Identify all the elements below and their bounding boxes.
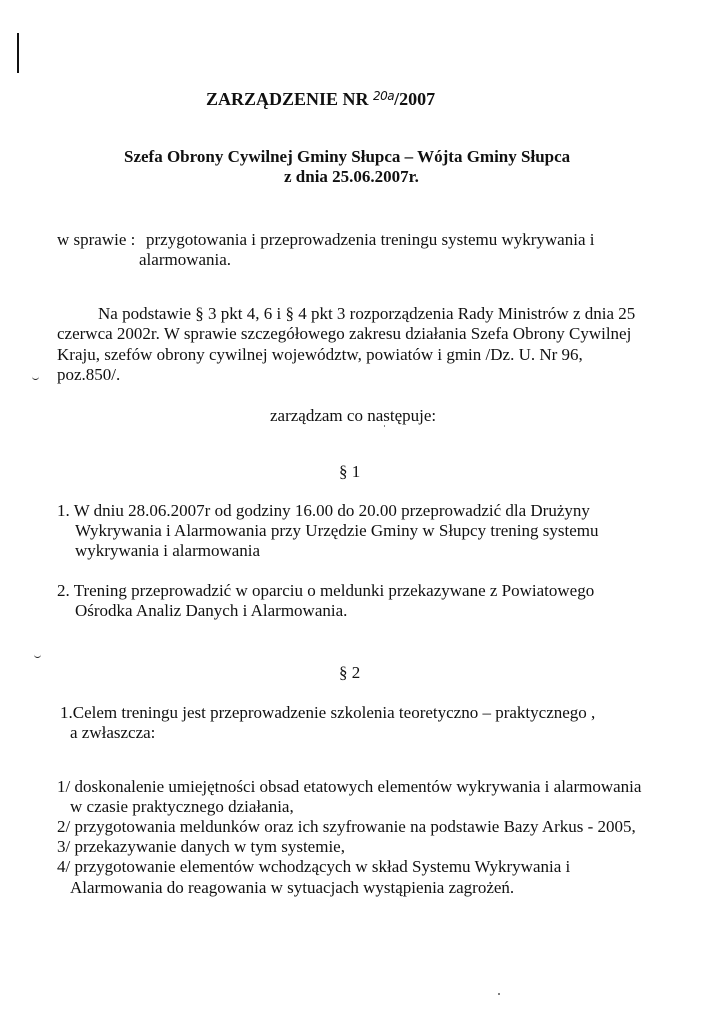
section2-list-item: 4/ przygotowanie elementów wchodzących w skład Systemu Wykrywania i (57, 857, 571, 876)
title-prefix: ZARZĄDZENIE NR (206, 89, 374, 109)
title-suffix: /2007 (394, 89, 436, 109)
section2-list-item: 2/ przygotowania meldunków oraz ich szyfrowanie na podstawie Bazy Arkus - 2005, (57, 817, 636, 836)
section1-item: Ośrodka Analiz Danych i Alarmowania. (75, 601, 348, 620)
section2-list-item: 3/ przekazywanie danych w tym systemie, (57, 837, 345, 856)
subject-line: przygotowania i przeprowadzenia treningu systemu wykrywania i (146, 230, 595, 249)
decree-line: zarządzam co następuje: (270, 406, 437, 425)
basis-line: Kraju, szefów obrony cywilnej województw, powiatów i gmin /Dz. U. Nr 96, (57, 345, 583, 364)
issuer-line: Szefa Obrony Cywilnej Gminy Słupca – Wójta Gminy Słupca (124, 147, 571, 166)
margin-mark (17, 33, 19, 73)
document-date: z dnia 25.06.2007r. (284, 167, 419, 186)
section2-list-item: Alarmowania do reagowania w sytuacjach wystąpienia zagrożeń. (70, 878, 515, 897)
margin-tick-mark (32, 376, 39, 380)
subject-label: w sprawie : (57, 230, 136, 249)
handwritten-number: 20a (373, 89, 395, 103)
section1-item: 1. W dniu 28.06.2007r od godziny 16.00 do 20.00 przeprowadzić dla Drużyny (57, 501, 590, 520)
margin-tick-mark (34, 654, 41, 658)
section1-item: Wykrywania i Alarmowania przy Urzędzie Gminy w Słupcy trening systemu (75, 521, 599, 540)
basis-line: Na podstawie § 3 pkt 4, 6 i § 4 pkt 3 rozporządzenia Rady Ministrów z dnia 25 (98, 304, 636, 323)
section1-item: 2. Trening przeprowadzić w oparciu o meldunki przekazywane z Powiatowego (57, 581, 595, 600)
section-heading: § 2 (339, 663, 361, 682)
section1-item: wykrywania i alarmowania (75, 541, 261, 560)
basis-line: poz.850/. (57, 365, 121, 384)
section-heading: § 1 (339, 462, 361, 481)
subject-line: alarmowania. (139, 250, 232, 269)
section2-intro: a zwłaszcza: (70, 723, 156, 742)
basis-line: czerwca 2002r. W sprawie szczegółowego zakresu działania Szefa Obrony Cywilnej (57, 324, 632, 343)
section2-list-item: w czasie praktycznego działania, (70, 797, 294, 816)
scan-speck (498, 993, 500, 995)
section2-list-item: 1/ doskonalenie umiejętności obsad etatowych elementów wykrywania i alarmowania (57, 777, 642, 796)
section2-intro: 1.Celem treningu jest przeprowadzenie szkolenia teoretyczno – praktycznego , (60, 703, 596, 722)
document-title (206, 88, 435, 112)
